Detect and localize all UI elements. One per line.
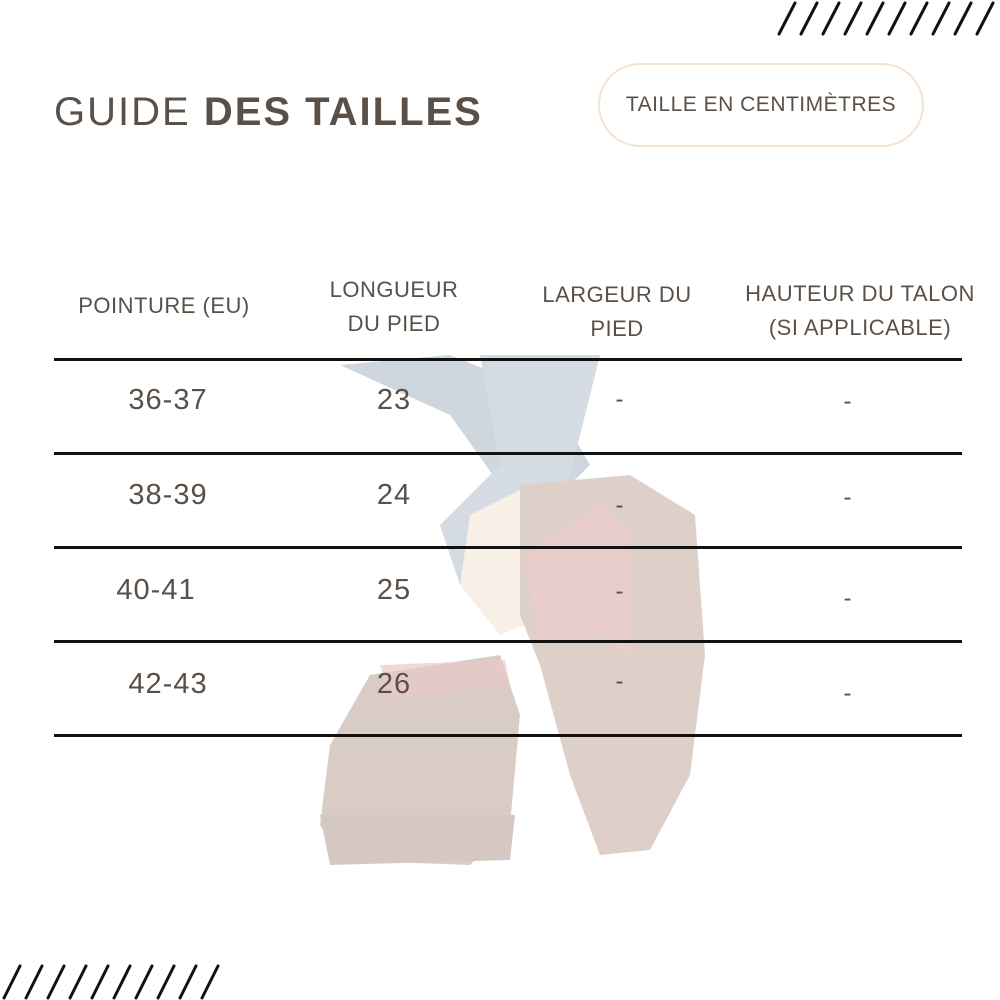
cell-heel: -	[843, 585, 853, 612]
table-rule	[54, 640, 962, 643]
cell-size: 36-37	[128, 384, 208, 416]
decorative-stripes-bottom	[0, 960, 225, 1000]
decorative-stripes-top	[775, 0, 1000, 40]
cell-length: 23	[376, 384, 412, 416]
cell-heel: -	[843, 680, 853, 707]
table-rule	[54, 358, 962, 361]
cell-length: 26	[376, 668, 412, 700]
cell-size: 42-43	[128, 668, 208, 700]
column-header-size-line1: POINTURE (EU)	[78, 293, 250, 318]
cell-width: -	[615, 578, 625, 605]
cell-length: 25	[376, 574, 412, 606]
cell-heel: -	[843, 388, 853, 415]
table-rule	[54, 452, 962, 455]
cell-width: -	[615, 492, 625, 519]
column-header-length-line2: DU PIED	[347, 311, 441, 336]
cell-width: -	[615, 386, 625, 413]
slipper-photo-watermark	[300, 355, 720, 870]
table-rule	[54, 546, 962, 549]
cell-size: 38-39	[128, 479, 208, 511]
title-light: GUIDE	[54, 90, 191, 134]
column-header-width-line2: PIED	[590, 316, 644, 341]
page-title	[54, 90, 483, 135]
column-header-length	[294, 273, 494, 341]
table-rule	[54, 734, 962, 737]
column-header-width-line1: LARGEUR DU	[542, 282, 692, 307]
column-header-heel-line2: (SI APPLICABLE)	[768, 315, 952, 340]
cell-width: -	[615, 668, 625, 695]
column-header-heel	[730, 277, 990, 345]
cell-heel: -	[843, 484, 853, 511]
column-header-heel-line1: HAUTEUR DU TALON	[745, 281, 975, 306]
column-header-length-line1: LONGUEUR	[329, 277, 459, 302]
unit-badge: TAILLE EN CENTIMÈTRES	[598, 63, 924, 147]
cell-length: 24	[376, 479, 412, 511]
title-bold: DES TAILLES	[203, 90, 483, 134]
column-header-width	[517, 278, 717, 346]
cell-size: 40-41	[116, 574, 196, 606]
column-header-size	[54, 289, 274, 323]
